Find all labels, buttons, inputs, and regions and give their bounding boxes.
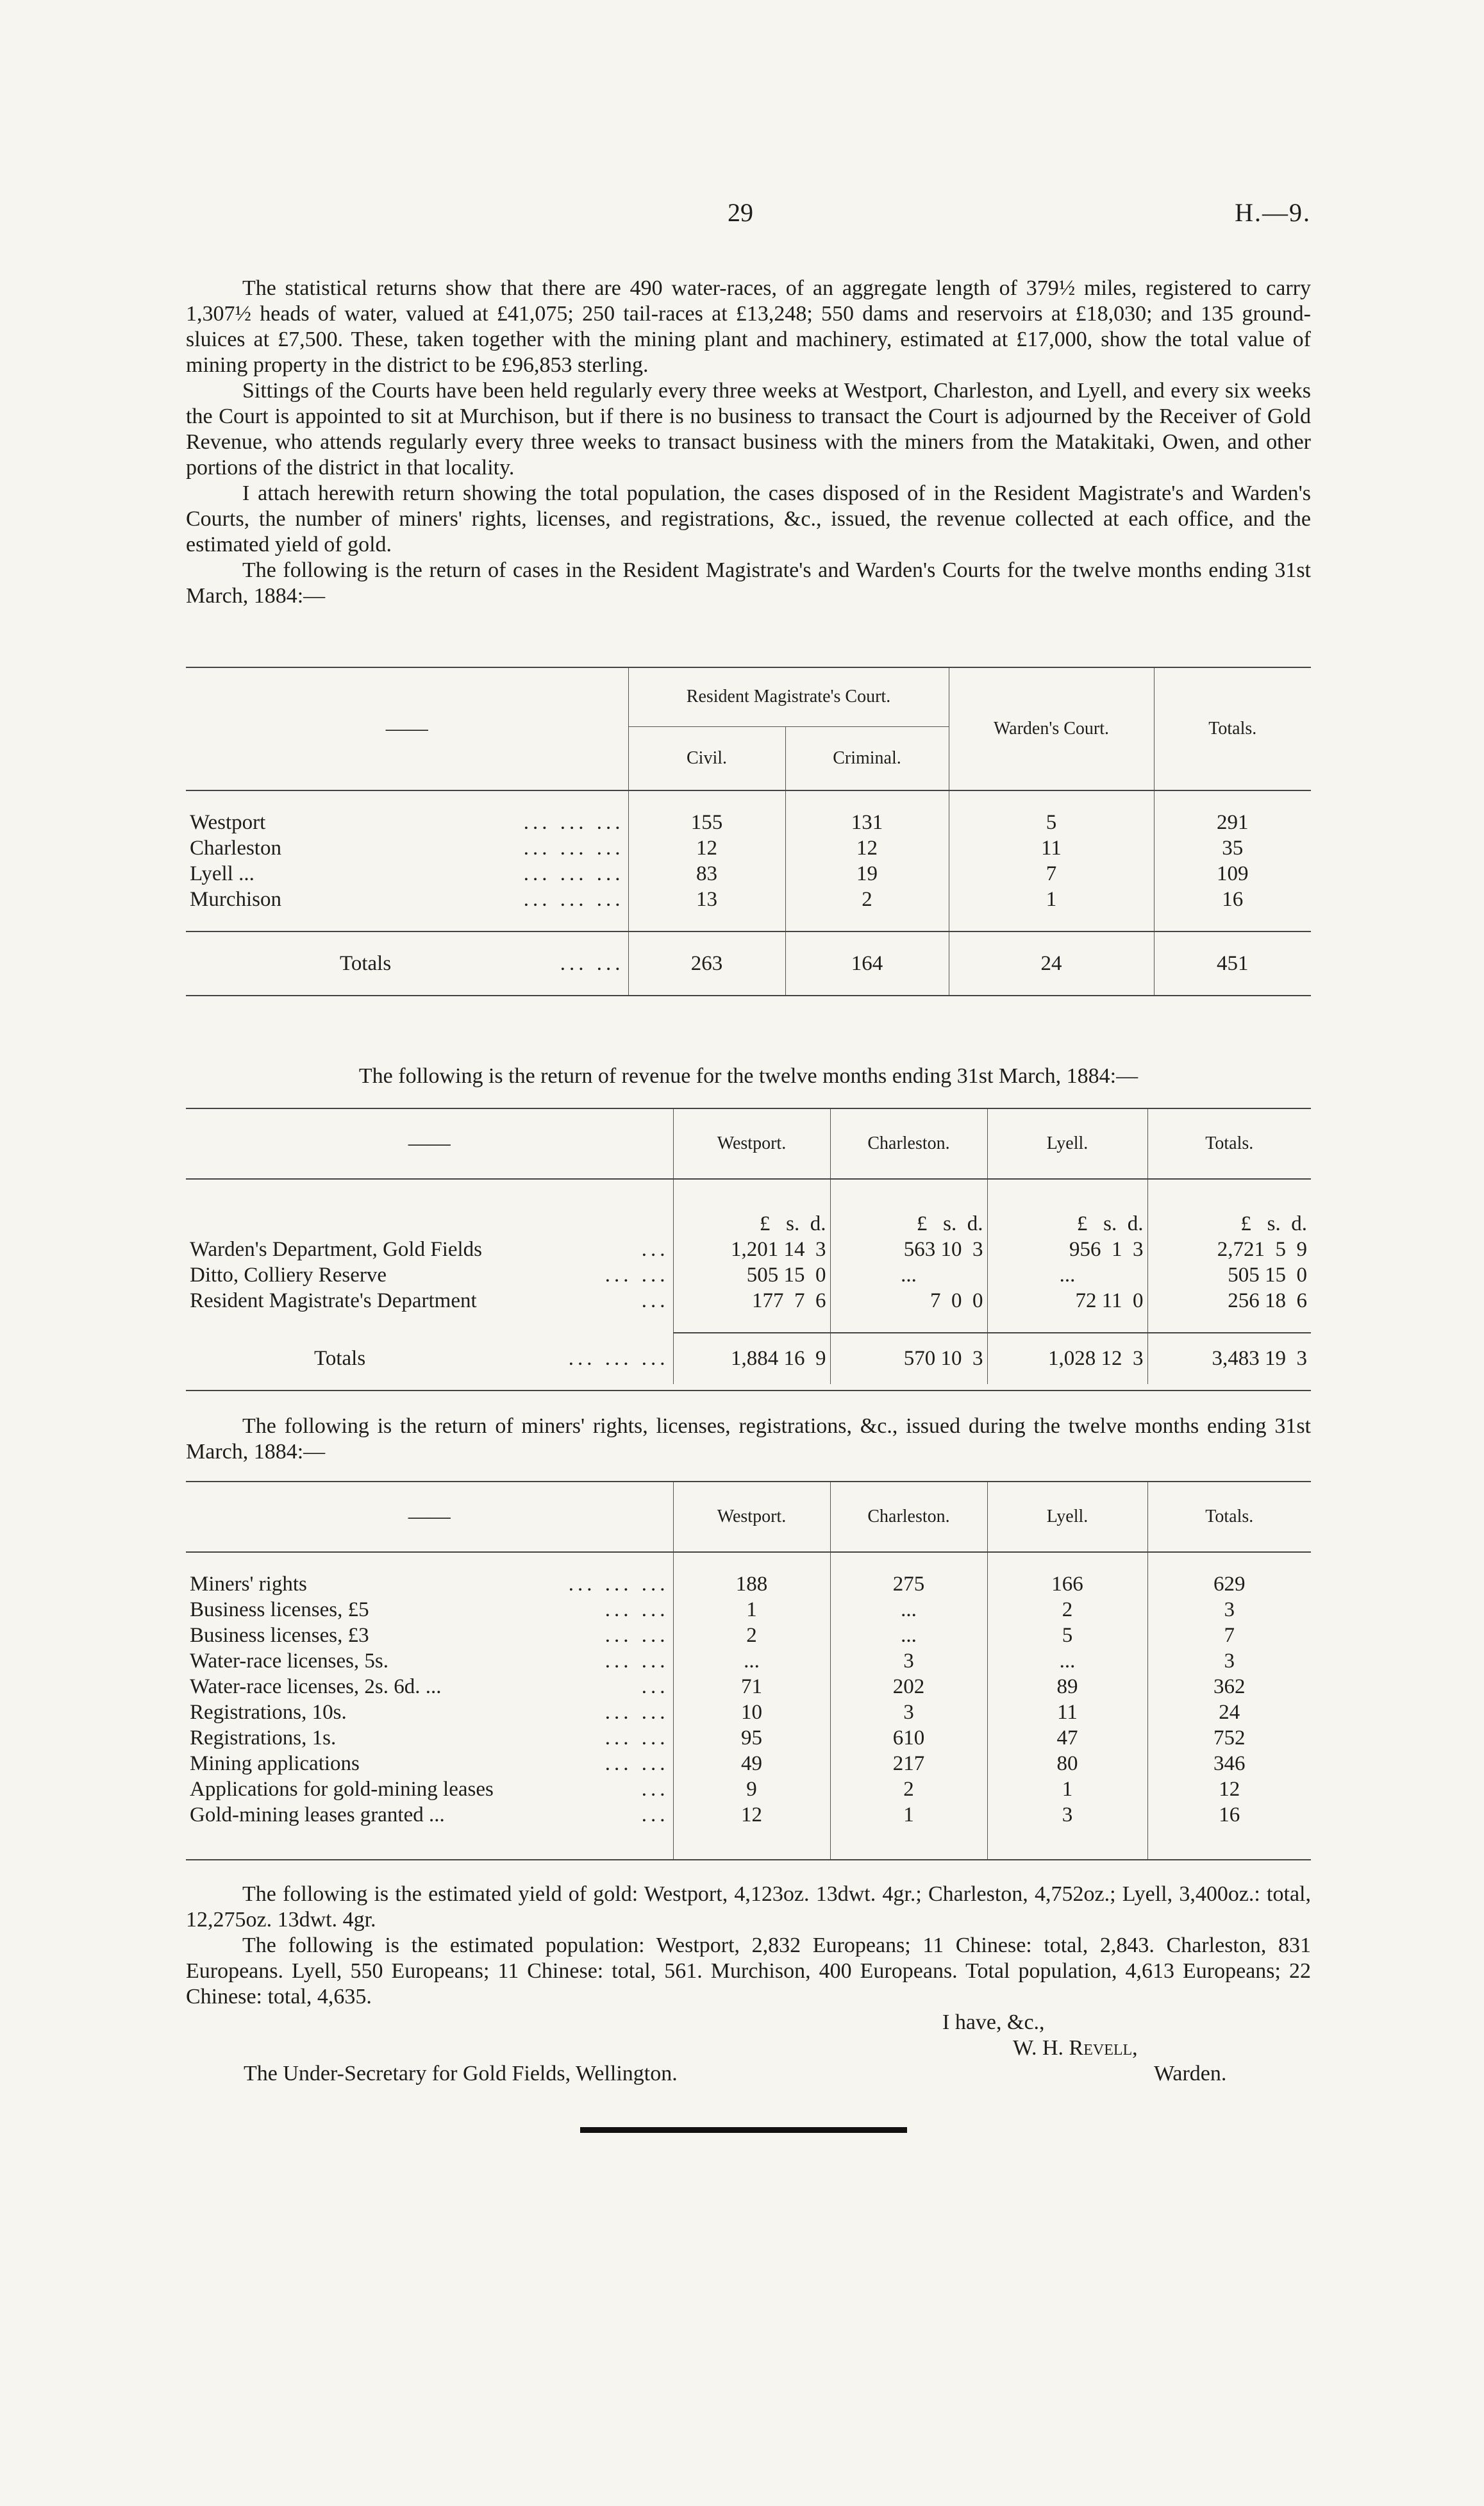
lyell-cell: 80 xyxy=(987,1751,1147,1776)
lyell-cell: 89 xyxy=(987,1674,1147,1700)
lyell-total: 1,028 12 3 xyxy=(987,1333,1147,1384)
table-row xyxy=(186,835,1311,861)
revenue-table xyxy=(186,1108,1311,1391)
civil-total: 263 xyxy=(628,931,785,996)
lyell-header: Lyell. xyxy=(987,1482,1147,1552)
addressee: The Under-Secretary for Gold Fields, Wellington. xyxy=(244,2062,678,2085)
units-label: £ s. d. xyxy=(987,1211,1147,1237)
totals-label: Totals xyxy=(314,1346,366,1370)
charleston-cell: 3 xyxy=(830,1700,987,1725)
paragraph-attached-returns: I attach herewith return showing the total population, the cases disposed of in the Resident Magistrate's and Warden's Courts, the number of miners' rights, licenses, and registrations, &c., issued, the revenue collected at each office, and the estimated yield of gold. xyxy=(186,481,1311,556)
total-cell: 109 xyxy=(1154,861,1311,887)
paragraph-court-sittings: Sittings of the Courts have been held regularly every three weeks at Westport, Charleston, and Lyell, and every six weeks the Court is appointed to sit at Murchison, but if there is no business to transact the Court is adjourned by the Receiver of Gold Revenue, who attends regularly every three weeks to transact business with the miners from the Matakitaki, Owen, and other portions of the district in that locality. xyxy=(186,379,1311,480)
signatory-name: W. H. Revell, xyxy=(1013,2036,1138,2060)
leader-dots: ... ... xyxy=(604,1649,669,1673)
lyell-cell: 72 11 0 xyxy=(987,1288,1147,1314)
leader-dots: ... xyxy=(641,1675,669,1698)
row-label: Registrations, 1s. xyxy=(190,1726,337,1750)
charleston-cell: 7 0 0 xyxy=(830,1288,987,1314)
paragraph-cases-caption: The following is the return of cases in the Resident Magistrate's and Warden's Courts for the twelve months ending 31st March, 1884:— xyxy=(186,558,1311,608)
leader-dots: ... ... xyxy=(604,1263,669,1287)
westport-cell: 9 xyxy=(673,1776,830,1802)
criminal-cell: 19 xyxy=(785,861,949,887)
civil-header: Civil. xyxy=(628,726,785,790)
lyell-header: Lyell. xyxy=(987,1108,1147,1179)
rm-court-header: Resident Magistrate's Court. xyxy=(628,667,949,726)
table-row xyxy=(186,1262,1311,1288)
warden-total: 24 xyxy=(949,931,1154,996)
paragraph-population: The following is the estimated population: Westport, 2,832 Europeans; 11 Chinese: total, 2,843. Charleston, 831 Europeans. Lyell, 550 Europeans; 11 Chinese: total, 561. Murchison, 400 Europeans. Total population, 4,613 Europeans; 22 Chinese: total, 4,635. xyxy=(186,1934,1311,2009)
totals-row xyxy=(186,1333,1311,1384)
westport-cell: 505 15 0 xyxy=(673,1262,830,1288)
charleston-cell: 217 xyxy=(830,1751,987,1776)
stub-header: —— xyxy=(385,717,428,740)
charleston-cell: ... xyxy=(830,1262,987,1288)
closing-text xyxy=(186,1882,1311,2010)
lyell-cell: 956 1 3 xyxy=(987,1237,1147,1262)
stub-header: —— xyxy=(408,1505,451,1528)
westport-cell: 1,201 14 3 xyxy=(673,1237,830,1262)
totals-label: Totals xyxy=(340,951,392,975)
end-rule xyxy=(580,2127,907,2133)
westport-cell: 10 xyxy=(673,1700,830,1725)
closing-salutation: I have, &c., xyxy=(942,2010,1045,2034)
leader-dots: ... ... ... xyxy=(568,1572,669,1596)
units-row xyxy=(186,1211,1311,1237)
table-row xyxy=(186,1571,1311,1597)
row-label: Miners' rights xyxy=(190,1572,307,1596)
units-label: £ s. d. xyxy=(1147,1211,1311,1237)
table-row xyxy=(186,810,1311,835)
criminal-cell: 2 xyxy=(785,887,949,912)
charleston-cell: ... xyxy=(830,1597,987,1623)
charleston-cell: 275 xyxy=(830,1571,987,1597)
table-row xyxy=(186,1288,1311,1314)
licenses-caption: The following is the return of miners' rights, licenses, registrations, &c., issued during the twelve months ending 31st March, 1884:— xyxy=(186,1414,1311,1464)
lyell-cell: 47 xyxy=(987,1725,1147,1751)
page-number: 29 xyxy=(728,198,753,227)
total-cell: 16 xyxy=(1147,1802,1311,1828)
warden-court-header: Warden's Court. xyxy=(949,667,1154,790)
charleston-header: Charleston. xyxy=(830,1482,987,1552)
civil-cell: 13 xyxy=(628,887,785,912)
lyell-cell: ... xyxy=(987,1648,1147,1674)
paragraph-water-races: The statistical returns show that there are 490 water-races, of an aggregate length of 379½ miles, registered to carry 1,307½ heads of water, valued at £41,075; 250 tail-races at £13,248; 550 dams and reservoirs at £18,030; and 135 ground-sluices at £7,500. These, taken together with the mining plant and machinery, estimated at £17,000, show the total value of mining property in the district to be £96,853 sterling. xyxy=(186,276,1311,377)
table-row xyxy=(186,1597,1311,1623)
leader-dots: ... ... xyxy=(604,1751,669,1775)
row-label: Water-race licenses, 5s. xyxy=(190,1649,389,1673)
total-cell: 256 18 6 xyxy=(1147,1288,1311,1314)
charleston-cell: 610 xyxy=(830,1725,987,1751)
row-label: Lyell ... xyxy=(190,862,254,885)
table-row xyxy=(186,1237,1311,1262)
leader-dots: ... ... ... xyxy=(568,1346,669,1370)
leader-dots: ... ... xyxy=(560,951,624,975)
lyell-cell: 3 xyxy=(987,1802,1147,1828)
signatory-title: Warden. xyxy=(1154,2062,1227,2085)
westport-cell: ... xyxy=(673,1648,830,1674)
westport-cell: 49 xyxy=(673,1751,830,1776)
intro-text xyxy=(186,276,1311,609)
totals-header: Totals. xyxy=(1147,1108,1311,1179)
westport-cell: 188 xyxy=(673,1571,830,1597)
row-label: Warden's Department, Gold Fields xyxy=(190,1237,483,1261)
total-cell: 3 xyxy=(1147,1648,1311,1674)
charleston-cell: 202 xyxy=(830,1674,987,1700)
total-cell: 3 xyxy=(1147,1597,1311,1623)
paragraph-gold-yield: The following is the estimated yield of gold: Westport, 4,123oz. 13dwt. 4gr.; Charleston, 4,752oz.; Lyell, 3,400oz.: total, 12,275oz. 13dwt. 4gr. xyxy=(186,1882,1311,1932)
row-label: Mining applications xyxy=(190,1751,360,1775)
criminal-cell: 12 xyxy=(785,835,949,861)
total-cell: 291 xyxy=(1154,810,1311,835)
lyell-cell: 2 xyxy=(987,1597,1147,1623)
charleston-header: Charleston. xyxy=(830,1108,987,1179)
leader-dots: ... ... ... xyxy=(523,862,624,885)
lyell-cell: 166 xyxy=(987,1571,1147,1597)
revenue-caption: The following is the return of revenue for the twelve months ending 31st March, 1884:— xyxy=(358,1064,1138,1088)
totals-header: Totals. xyxy=(1154,667,1311,790)
row-label: Murchison xyxy=(190,887,281,911)
charleston-cell: ... xyxy=(830,1623,987,1648)
criminal-total: 164 xyxy=(785,931,949,996)
leader-dots: ... ... ... xyxy=(523,810,624,834)
criminal-cell: 131 xyxy=(785,810,949,835)
westport-cell: 95 xyxy=(673,1725,830,1751)
leader-dots: ... ... xyxy=(604,1726,669,1750)
total-cell: 2,721 5 9 xyxy=(1147,1237,1311,1262)
totals-row xyxy=(186,931,1311,996)
total-cell: 752 xyxy=(1147,1725,1311,1751)
lyell-cell: ... xyxy=(987,1262,1147,1288)
leader-dots: ... ... ... xyxy=(523,887,624,911)
total-cell: 346 xyxy=(1147,1751,1311,1776)
leader-dots: ... xyxy=(641,1237,669,1261)
leader-dots: ... ... xyxy=(604,1623,669,1647)
charleston-total: 570 10 3 xyxy=(830,1333,987,1384)
westport-header: Westport. xyxy=(673,1108,830,1179)
units-label: £ s. d. xyxy=(673,1211,830,1237)
units-label: £ s. d. xyxy=(830,1211,987,1237)
westport-cell: 177 7 6 xyxy=(673,1288,830,1314)
table-row xyxy=(186,1725,1311,1751)
row-label: Water-race licenses, 2s. 6d. ... xyxy=(190,1675,442,1698)
row-label: Ditto, Colliery Reserve xyxy=(190,1263,387,1287)
table-row xyxy=(186,1623,1311,1648)
lyell-cell: 1 xyxy=(987,1776,1147,1802)
total-cell: 7 xyxy=(1147,1623,1311,1648)
civil-cell: 83 xyxy=(628,861,785,887)
westport-total: 1,884 16 9 xyxy=(673,1333,830,1384)
totals-header: Totals. xyxy=(1147,1482,1311,1552)
table-row xyxy=(186,861,1311,887)
westport-cell: 12 xyxy=(673,1802,830,1828)
table-row xyxy=(186,1776,1311,1802)
leader-dots: ... xyxy=(641,1803,669,1826)
lyell-cell: 5 xyxy=(987,1623,1147,1648)
leader-dots: ... ... ... xyxy=(523,836,624,860)
charleston-cell: 2 xyxy=(830,1776,987,1802)
total-cell: 16 xyxy=(1154,887,1311,912)
table-row xyxy=(186,1674,1311,1700)
table-row xyxy=(186,1700,1311,1725)
leader-dots: ... ... xyxy=(604,1700,669,1724)
charleston-cell: 563 10 3 xyxy=(830,1237,987,1262)
total-cell: 505 15 0 xyxy=(1147,1262,1311,1288)
table-row xyxy=(186,887,1311,912)
row-label: Charleston xyxy=(190,836,281,860)
grand-total: 451 xyxy=(1154,931,1311,996)
signature-block xyxy=(186,2010,1311,2112)
row-label: Gold-mining leases granted ... xyxy=(190,1803,445,1826)
lyell-cell: 11 xyxy=(987,1700,1147,1725)
table-row xyxy=(186,1648,1311,1674)
charleston-cell: 3 xyxy=(830,1648,987,1674)
grand-total: 3,483 19 3 xyxy=(1147,1333,1311,1384)
total-cell: 12 xyxy=(1147,1776,1311,1802)
total-cell: 362 xyxy=(1147,1674,1311,1700)
westport-header: Westport. xyxy=(673,1482,830,1552)
table-row xyxy=(186,1802,1311,1828)
row-label: Registrations, 10s. xyxy=(190,1700,347,1724)
warden-cell: 5 xyxy=(949,810,1154,835)
stub-header: —— xyxy=(408,1132,451,1155)
leader-dots: ... xyxy=(641,1289,669,1312)
civil-cell: 12 xyxy=(628,835,785,861)
row-label: Applications for gold-mining leases xyxy=(190,1777,494,1801)
document-code: H.—9. xyxy=(1235,198,1311,227)
page-header xyxy=(186,197,1311,236)
row-label: Business licenses, £5 xyxy=(190,1598,369,1621)
charleston-cell: 1 xyxy=(830,1802,987,1828)
licenses-table xyxy=(186,1481,1311,1860)
row-label: Business licenses, £3 xyxy=(190,1623,369,1647)
westport-cell: 1 xyxy=(673,1597,830,1623)
leader-dots: ... xyxy=(641,1777,669,1801)
table-row xyxy=(186,1751,1311,1776)
warden-cell: 7 xyxy=(949,861,1154,887)
cases-table xyxy=(186,667,1311,996)
westport-cell: 2 xyxy=(673,1623,830,1648)
criminal-header: Criminal. xyxy=(785,726,949,790)
warden-cell: 1 xyxy=(949,887,1154,912)
total-cell: 629 xyxy=(1147,1571,1311,1597)
westport-cell: 71 xyxy=(673,1674,830,1700)
leader-dots: ... ... xyxy=(604,1598,669,1621)
warden-cell: 11 xyxy=(949,835,1154,861)
row-label: Resident Magistrate's Department xyxy=(190,1289,477,1312)
row-label: Westport xyxy=(190,810,266,834)
total-cell: 24 xyxy=(1147,1700,1311,1725)
total-cell: 35 xyxy=(1154,835,1311,861)
civil-cell: 155 xyxy=(628,810,785,835)
